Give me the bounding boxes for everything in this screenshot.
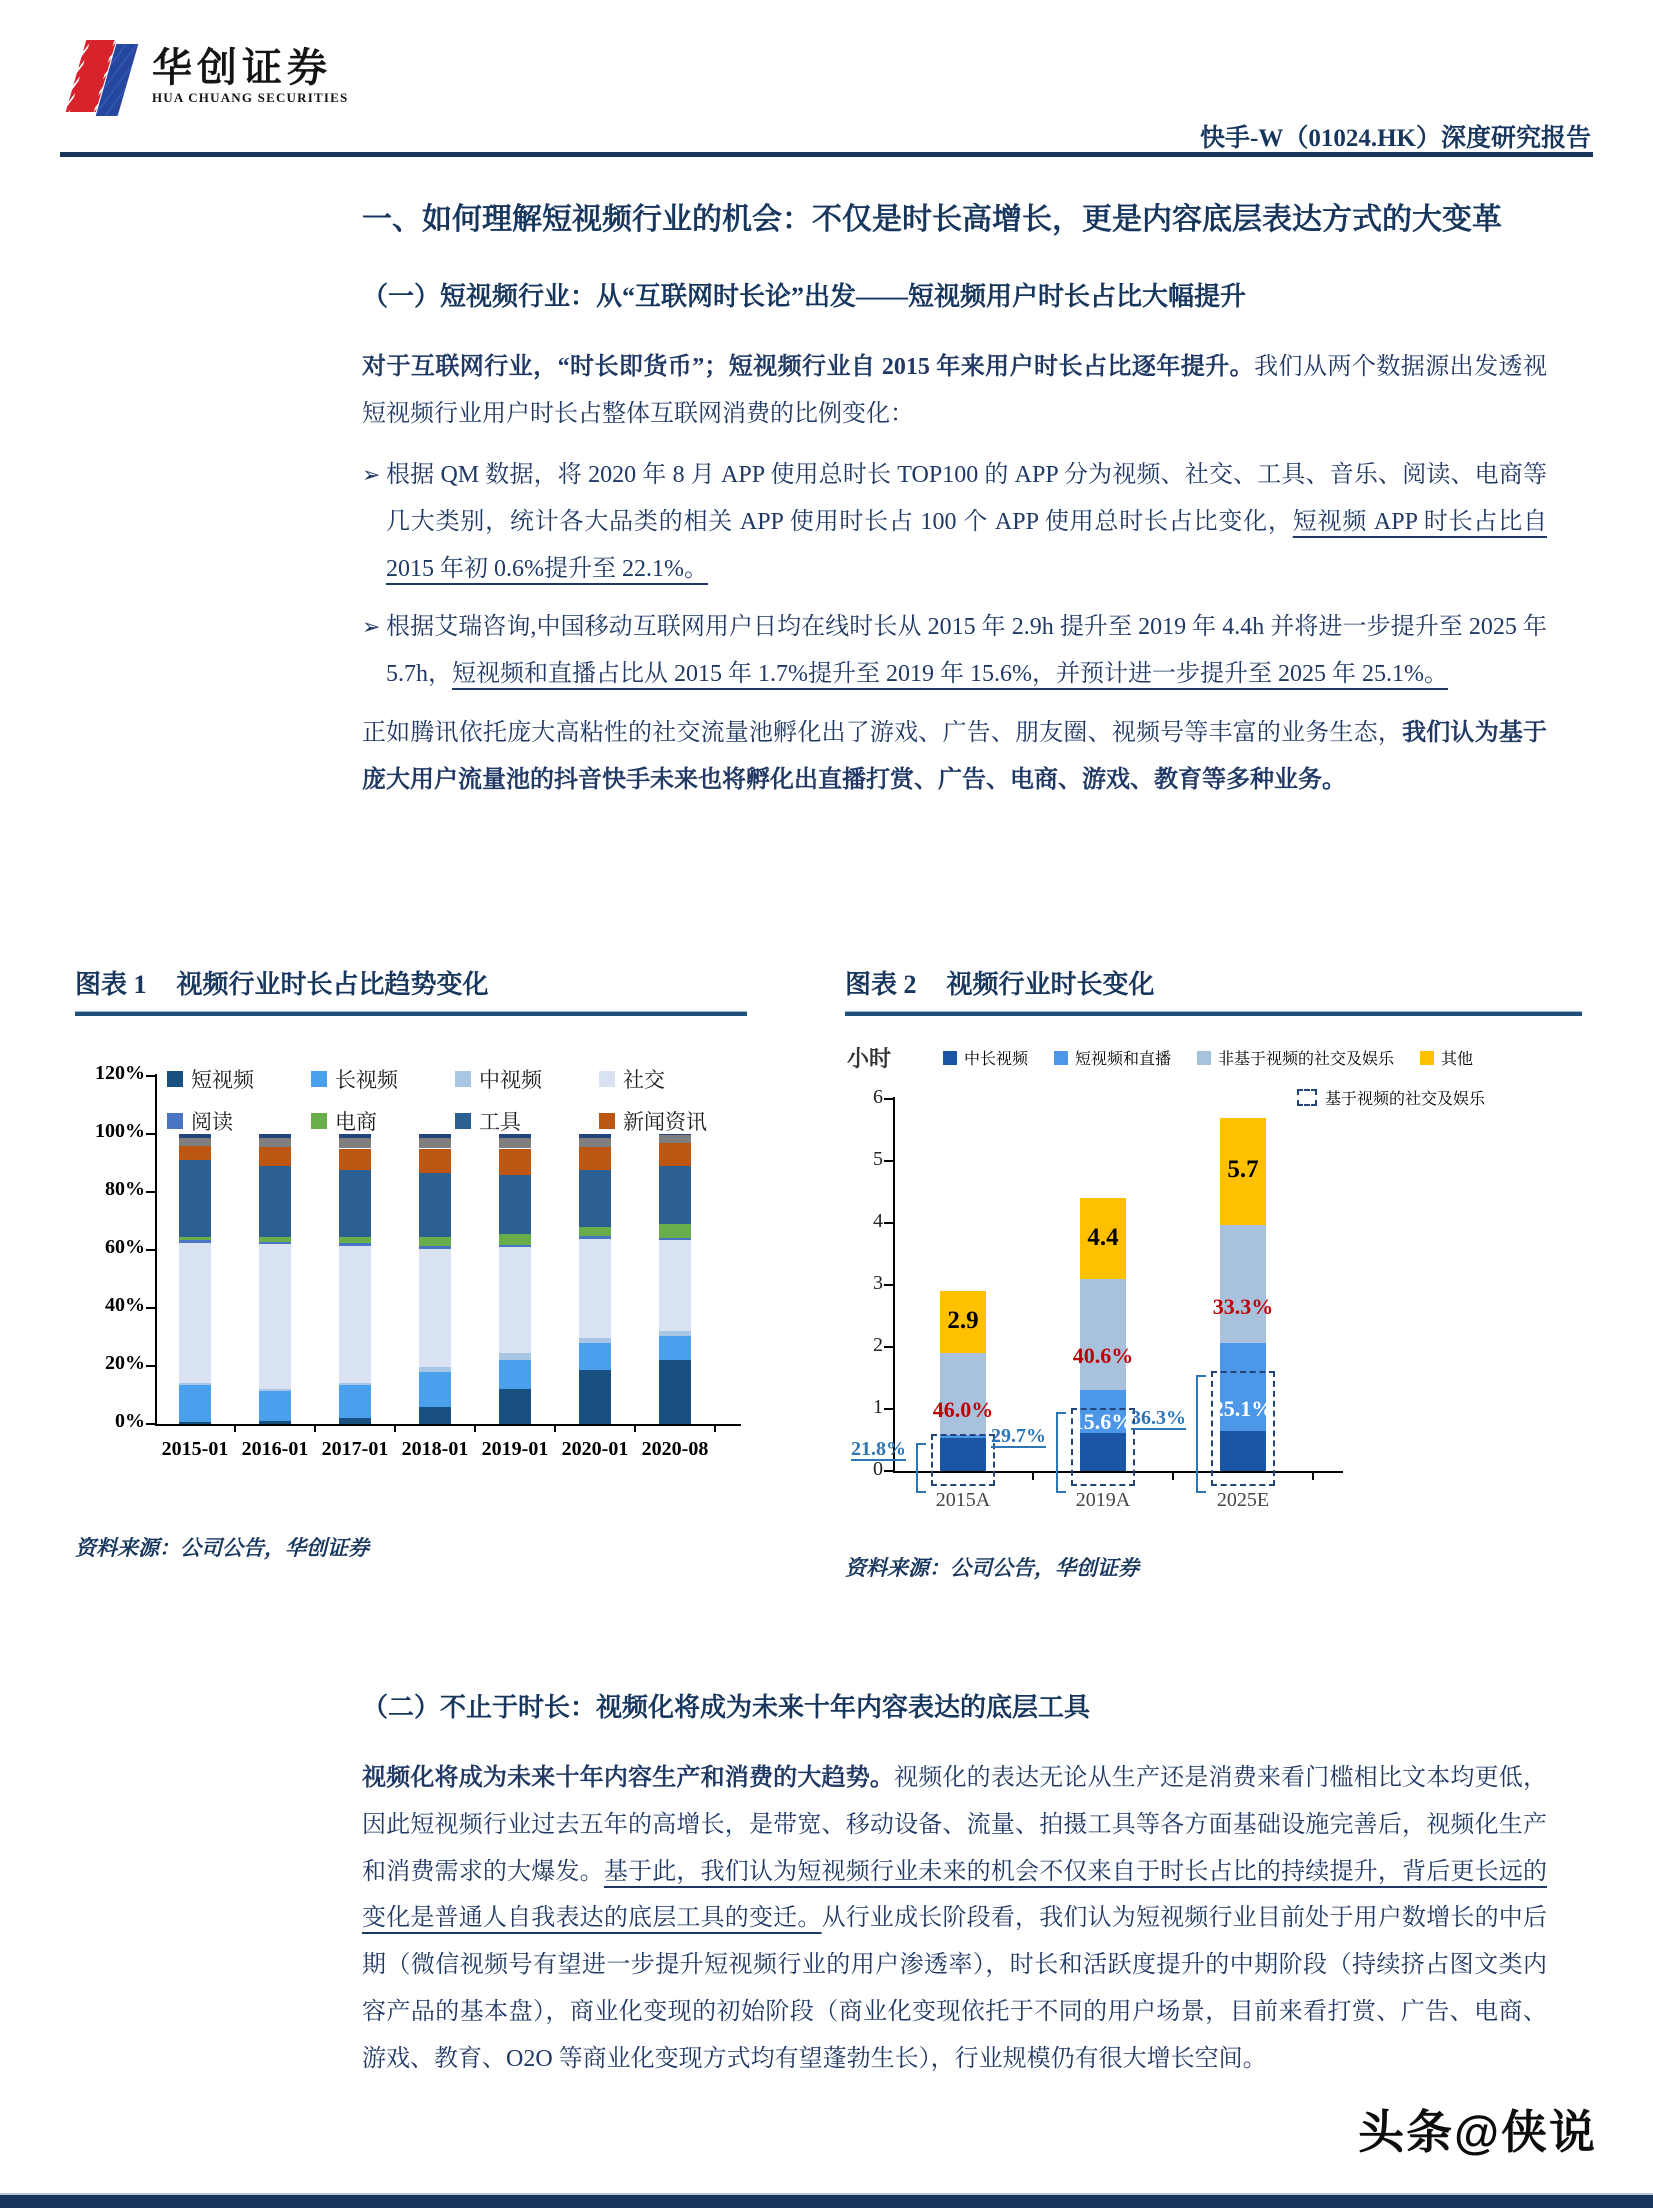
bar-segment-未标注(灰) [259,1138,291,1147]
y-tick-label: 80% [105,1178,145,1200]
y-tick [884,1408,893,1410]
brand-name-en: HUA CHUANG SECURITIES [152,90,349,105]
bar-segment-新闻资讯 [579,1147,611,1170]
legend-item [1420,1046,1473,1069]
bar-segment-长视频 [259,1391,291,1421]
legend-label: 社交 [623,1068,665,1092]
company-logo [74,34,348,118]
legend-label: 中视频 [479,1068,542,1092]
y-tick [146,1191,155,1193]
bar-segment-中视频 [179,1383,211,1384]
bar-segment-工具 [659,1166,691,1224]
bar-segment-新闻资讯 [179,1146,211,1161]
section-2-subheading: （二）不止于时长：视频化将成为未来十年内容表达的底层工具 [362,1693,1091,1722]
legend-label: 新闻资讯 [623,1110,707,1134]
figure-1-source: 资料来源：公司公告，华创证券 [75,1536,369,1560]
y-tick [884,1470,893,1472]
nonvideo-share-label: 46.0% [932,1397,994,1423]
bar-segment-中视频 [499,1353,531,1360]
figure-1-label: 图表 1 [75,970,147,999]
y-tick-label: 60% [105,1236,145,1258]
y-tick-label: 6 [873,1086,883,1108]
bar-segment-中视频 [259,1389,291,1390]
y-axis [893,1097,895,1473]
bar-segment-中视频 [339,1383,371,1384]
bar-segment-长视频 [179,1385,211,1422]
section-2-normal: 视频化的表达无论从生产还是消费来看门槛相比文本均更低，因此短视频行业过去五年的高增长，是带宽、移动设备、流量、拍摄工具等各方面基础设施完善后，视频化生产和消费需求的大爆发。 [362,1765,1547,1885]
legend [943,1046,1473,1069]
y-tick [884,1346,893,1348]
x-tick [1312,1471,1314,1480]
bar-segment-阅读 [339,1243,371,1245]
legend-swatch-icon [455,1071,471,1087]
legend-swatch-icon [599,1113,615,1129]
y-tick-label: 5 [873,1148,883,1170]
huachuang-logo-icon [74,34,138,118]
paragraph-1 [362,344,1547,438]
bullet-1-pre: 根据 QM 数据，将 2020 年 8 月 APP 使用总时长 TOP100 的 APP 分为视频、社交、工具、音乐、阅读、电商等几大类别，统计各大品类的相关 APP 使用时长占 100 个 APP 使用总时长占比变化， [386,461,1547,535]
dashed-box-icon [1297,1089,1317,1106]
paragraph-1-rest: 我们从两个数据源出发透视短视频行业用户时长占整体互联网消费的比例变化： [362,354,1548,428]
bar-segment-未标注(灰) [659,1135,691,1142]
bar-segment-中视频 [579,1338,611,1343]
bar-segment-社交 [259,1244,291,1389]
legend-video-based [1297,1086,1485,1109]
total-hours-label: 2.9 [947,1306,979,1334]
video-based-share-label: 36.3% [1131,1406,1186,1429]
total-hours-label: 5.7 [1227,1156,1259,1184]
bar-segment-新闻资讯 [419,1149,451,1174]
bar-segment-长视频 [339,1385,371,1418]
bullet-2-pre: 根据艾瑞咨询,中国移动互联网用户日均在线时长从 2015 年 2.9h 提升至 2019 年 4.4h 并将进一步提升至 2025 年 5.7h， [386,614,1547,688]
legend-swatch-icon [311,1071,327,1087]
figure-1-rule [75,1011,747,1016]
bar-segment-未标注(灰) [499,1138,531,1148]
bullet-item-qm [362,452,1547,592]
figure-1-title [75,964,747,1001]
x-tick [1172,1471,1174,1480]
bar-segment-电商 [499,1234,531,1245]
legend-swatch-icon [311,1113,327,1129]
legend-item [943,1046,1028,1069]
x-axis-label: 2020-08 [641,1438,709,1460]
video-based-bracket [916,1443,926,1493]
bar-segment-长视频 [419,1372,451,1407]
legend-item [599,1064,743,1094]
x-axis-label: 2016-01 [241,1438,309,1460]
paragraph-2-normal: 正如腾讯依托庞大高粘性的社交流量池孵化出了游戏、广告、朋友圈、视频号等丰富的业务生态， [362,719,1403,746]
x-axis-label: 2018-01 [401,1438,469,1460]
bar-segment-未标注(灰) [179,1138,211,1145]
paragraph-1-bold: 对于互联网行业，“时长即货币”；短视频行业自 2015 年来用户时长占比逐年提升。 [362,354,1255,381]
x-axis-label: 2020-01 [561,1438,629,1460]
legend-label: 其他 [1441,1051,1474,1068]
bar-segment-工具 [499,1175,531,1234]
x-tick [394,1424,396,1432]
x-axis-label: 2025E [1216,1489,1270,1511]
y-tick-label: 2 [873,1334,883,1356]
bar-segment-阅读 [179,1240,211,1242]
section-1 [362,196,1547,818]
legend-video-based-label: 基于视频的社交及娱乐 [1325,1091,1486,1108]
brand-name-cn: 华创证券 [152,45,332,90]
y-axis [155,1074,157,1426]
legend-item [167,1064,311,1094]
x-tick [714,1424,716,1432]
bar-segment-社交 [179,1243,211,1384]
bar-segment-电商 [339,1237,371,1243]
figure-1 [75,964,747,1562]
y-tick-label: 20% [105,1352,145,1374]
y-tick-label: 0 [873,1458,883,1480]
section-2-bold: 视频化将成为未来十年内容生产和消费的大趋势。 [362,1765,895,1791]
legend-item [311,1064,455,1094]
x-tick [634,1424,636,1432]
video-based-share-label: 29.7% [991,1425,1046,1448]
legend-item [1197,1046,1394,1069]
x-axis-label: 2015-01 [161,1438,229,1460]
legend-item [455,1064,599,1094]
video-based-share-label: 21.8% [851,1438,906,1461]
bar-segment-社交 [659,1240,691,1331]
y-tick-label: 120% [95,1062,145,1084]
bar-segment-短视频 [419,1407,451,1424]
bar-segment-阅读 [579,1236,611,1239]
y-tick [884,1098,893,1100]
section-1-heading: 一、如何理解短视频行业的机会：不仅是时长高增长，更是内容底层表达方式的大变革 [362,203,1502,236]
bar-segment-短视频 [659,1360,691,1424]
legend [167,1064,743,1136]
footer-bar [0,2193,1653,2208]
x-axis-label: 2017-01 [321,1438,389,1460]
paragraph-2-bold: 我们认为基于庞大用户流量池的抖音快手未来也将孵化出直播打赏、广告、电商、游戏、教育等多种业务。 [362,719,1547,793]
bar-segment-社交 [579,1239,611,1338]
bullet-item-iresearch [362,604,1547,698]
bar-segment-未标注(灰) [339,1138,371,1148]
legend-label: 短视频和直播 [1075,1051,1172,1068]
figure-2-title [845,964,1582,1001]
legend-label: 阅读 [191,1110,233,1134]
report-tag: 快手-W（01024.HK）深度研究报告 [1200,125,1591,152]
legend-swatch-icon [167,1113,183,1129]
figure-2-label: 图表 2 [845,970,917,999]
y-tick [146,1365,155,1367]
x-axis-label: 2019A [1075,1489,1131,1511]
x-tick [234,1424,236,1432]
legend-item [455,1106,599,1136]
bar-segment-中视频 [659,1331,691,1335]
bar-segment-短视频 [179,1422,211,1424]
y-tick [146,1307,155,1309]
bar-segment-长视频 [659,1336,691,1361]
x-tick [554,1424,556,1432]
bar-segment-长视频 [499,1360,531,1389]
bar-segment-阅读 [259,1242,291,1244]
y-axis-unit-label: 小时 [847,1046,892,1071]
stacked-bar-chart-share [75,1024,747,1516]
bar-segment-工具 [339,1170,371,1237]
shortvideo-share-label: 15.6% [1072,1408,1134,1434]
bar-segment-未标注(灰) [419,1138,451,1148]
figure-2 [845,964,1582,1582]
legend-swatch-icon [455,1113,471,1129]
legend-swatch-icon [1420,1051,1434,1065]
y-tick [146,1423,155,1425]
figure-2-source: 资料来源：公司公告，华创证券 [845,1556,1139,1580]
bar-segment-短视频 [339,1418,371,1424]
bullet-text [386,452,1547,592]
legend-label: 非基于视频的社交及娱乐 [1218,1051,1395,1068]
bar-segment-电商 [419,1237,451,1246]
bar-segment-短视频 [499,1389,531,1424]
bar-segment-阅读 [499,1245,531,1247]
y-tick-label: 0% [115,1410,145,1432]
total-hours-label: 4.4 [1087,1223,1119,1251]
legend-swatch-icon [1054,1051,1068,1065]
y-tick [884,1160,893,1162]
y-tick-label: 1 [873,1396,883,1418]
bar-segment-阅读 [659,1238,691,1240]
bullet-text [386,604,1547,698]
bar-segment-未标注(灰) [579,1138,611,1147]
video-based-bracket [1196,1375,1206,1493]
paragraph-2 [362,710,1547,804]
legend-swatch-icon [599,1071,615,1087]
legend-label: 长视频 [335,1068,398,1092]
legend-swatch-icon [1197,1051,1211,1065]
logo-text-block [152,46,348,106]
x-axis-label: 2015A [935,1489,991,1511]
nonvideo-share-label: 40.6% [1072,1343,1134,1369]
bar-segment-新闻资讯 [259,1147,291,1166]
shortvideo-share-label: 25.1% [1212,1396,1274,1422]
bullet-arrow-icon: ➢ [362,614,381,640]
section-2-paragraph [362,1755,1547,2083]
legend-item [311,1106,455,1136]
y-tick [146,1133,155,1135]
figure-1-caption: 视频行业时长占比趋势变化 [176,970,489,999]
y-tick [146,1075,155,1077]
x-tick [314,1424,316,1432]
legend-item [1054,1046,1171,1069]
y-tick-label: 100% [95,1120,145,1142]
bullet-arrow-icon: ➢ [362,461,381,487]
legend-label: 短视频 [191,1068,254,1092]
section-1-1-subheading: （一）短视频行业：从“互联网时长论”出发——短视频用户时长占比大幅提升 [362,282,1247,312]
section-2-underlined: 基于此，我们认为短视频行业未来的机会不仅来自于时长占比的持续提升，背后更长远的变化是普通人自我表达的底层工具的变迁。 [362,1858,1547,1932]
stacked-bar-chart-hours [845,1024,1582,1536]
y-tick-label: 4 [873,1210,883,1232]
bullet-2-underlined: 短视频和直播占比从 2015 年 1.7%提升至 2019 年 15.6%，并预计进一步提升至 2025 年 25.1%。 [452,661,1448,688]
bar-segment-非基于视频的社交及娱乐 [1080,1279,1126,1390]
header-rule [60,152,1593,157]
bar-segment-社交 [419,1249,451,1368]
bar-segment-电商 [579,1227,611,1236]
bar-segment-电商 [659,1224,691,1238]
section-2 [362,1688,1547,2097]
bar-segment-电商 [179,1237,211,1240]
bar-segment-工具 [259,1166,291,1237]
y-tick [146,1249,155,1251]
y-tick [884,1222,893,1224]
bar-segment-新闻资讯 [659,1143,691,1166]
bar-segment-中视频 [419,1367,451,1371]
legend-item [599,1106,743,1136]
bar-segment-电商 [259,1237,291,1242]
x-axis-label: 2019-01 [481,1438,549,1460]
section-2-rest: 从行业成长阶段看，我们认为短视频行业目前处于用户数增长的中后期（微信视频号有望进一步提升短视频行业的用户渗透率），时长和活跃度提升的中期阶段（持续挤占图文类内容产品的基本盘），商业化变现的初始阶段（商业化变现依托于不同的用户场景，目前来看打赏、广告、电商、游戏、教育、O2O 等商业化变现方式均有望蓬勃生长），行业规模仍有很大增长空间。 [362,1905,1547,2072]
bar-segment-阅读 [419,1246,451,1248]
bar-segment-工具 [419,1173,451,1237]
x-axis [155,1424,741,1426]
bullet-1-underlined: 短视频 APP 时长占比自 2015 年初 0.6%提升至 22.1%。 [386,508,1547,582]
bar-segment-工具 [579,1170,611,1227]
legend-swatch-icon [943,1051,957,1065]
nonvideo-share-label: 33.3% [1212,1294,1274,1320]
legend-item [167,1106,311,1136]
bar-segment-新闻资讯 [499,1149,531,1175]
y-tick-label: 3 [873,1272,883,1294]
bar-segment-短视频 [259,1421,291,1424]
legend-swatch-icon [167,1071,183,1087]
bar-segment-社交 [499,1247,531,1353]
bar-segment-社交 [339,1246,371,1384]
bar-segment-短视频 [579,1370,611,1424]
y-tick [884,1284,893,1286]
bar-segment-长视频 [579,1343,611,1371]
figure-2-caption: 视频行业时长变化 [946,970,1155,999]
watermark: 头条@侠说 [1358,2106,1597,2158]
bar-segment-工具 [179,1160,211,1237]
legend-label: 工具 [479,1110,521,1134]
x-tick [1032,1471,1034,1480]
legend-label: 中长视频 [964,1051,1029,1068]
bar-segment-非基于视频的社交及娱乐 [1220,1225,1266,1343]
figure-2-rule [845,1011,1582,1016]
bar-segment-新闻资讯 [339,1149,371,1171]
x-tick [474,1424,476,1432]
y-tick-label: 40% [105,1294,145,1316]
video-based-dashed-box [1211,1371,1275,1486]
legend-label: 电商 [335,1110,377,1134]
